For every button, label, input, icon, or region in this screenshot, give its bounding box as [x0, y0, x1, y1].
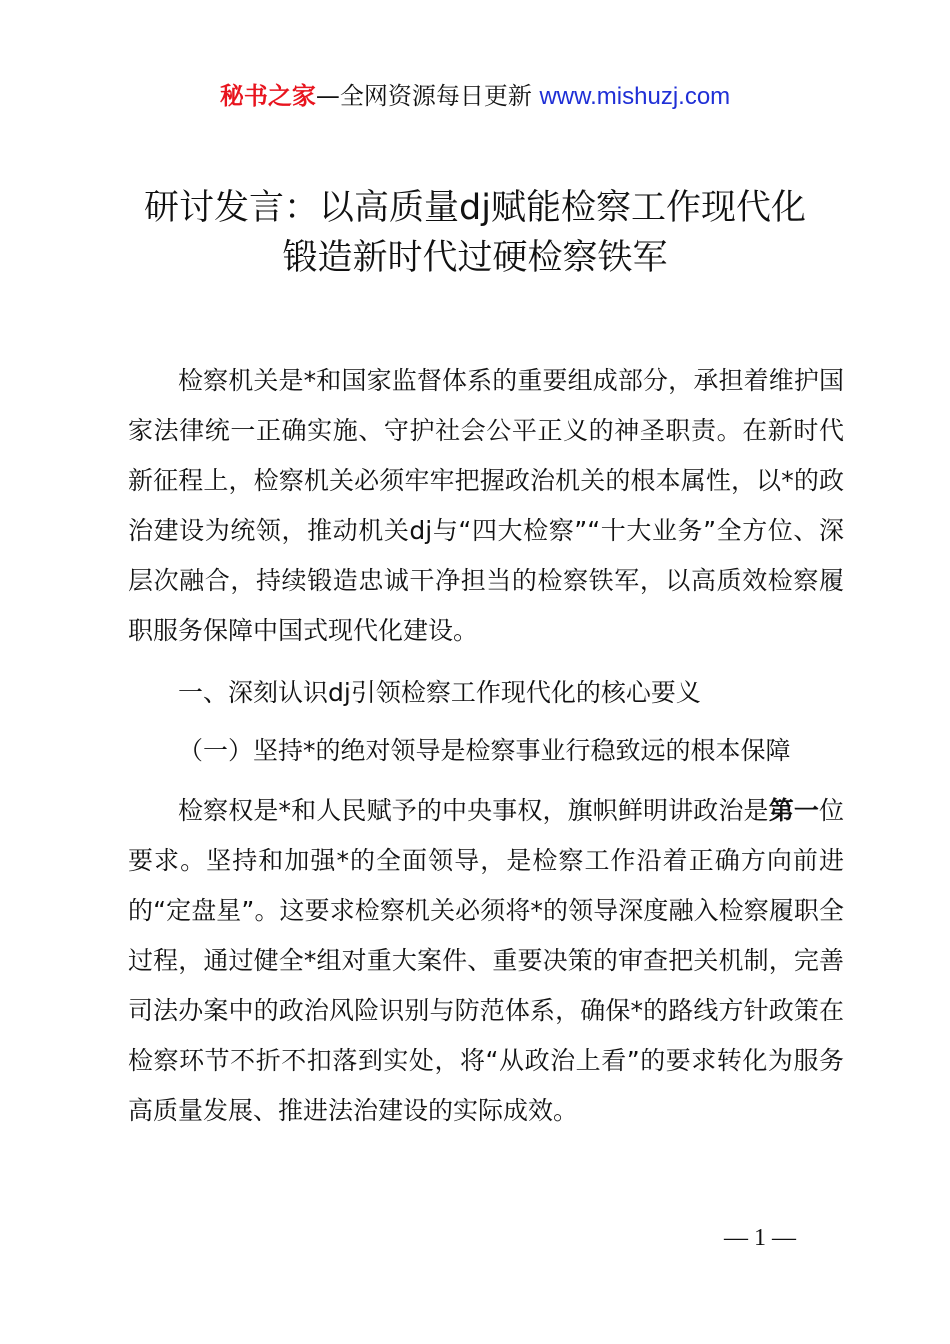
document-body — [128, 356, 844, 1136]
section-heading: 一、深刻认识dj引领检察工作现代化的核心要义 — [178, 678, 701, 707]
page-number: — 1 — — [724, 1225, 796, 1251]
intro-paragraph: 检察机关是*和国家监督体系的重要组成部分，承担着维护国家法律统一正确实施、守护社会公平正义的神圣职责。在新时代新征程上，检察机关必须牢牢把握政治机关的根本属性，以*的政治建设为统领，推动机关dj与“四大检察”“十大业务”全方位、深层次融合，持续锻造忠诚干净担当的检察铁军，以高质效检察履职服务保障中国式现代化建设。 — [128, 366, 844, 645]
document-title-line-1: 研讨发言：以高质量dj赋能检察工作现代化 — [144, 188, 806, 228]
banner-tagline: —全网资源每日更新 — [315, 82, 540, 110]
body-paragraph — [128, 786, 844, 1136]
brand-name: 秘书之家 — [219, 82, 316, 110]
bold-emphasis: 第一 — [768, 796, 819, 825]
paragraph-text-continued: 位要求。坚持和加强*的全面领导，是检察工作沿着正确方向前进的“定盘星”。这要求检察机关必须将*的领导深度融入检察履职全过程，通过健全*组对重大案件、重要决策的审查把关机制，完善司法办案中的政治风险识别与防范体系，确保*的路线方针政策在检察环节不折不扣落到实处，将“从政治上看”的要求转化为服务高质量发展、推进法治建设的实际成效。 — [128, 796, 844, 1125]
site-banner — [0, 80, 950, 113]
paragraph-text: 检察权是*和人民赋予的中央事权，旗帜鲜明讲政治是 — [178, 796, 769, 825]
site-url-link[interactable]: www.mishuzj.com — [539, 83, 731, 110]
document-title-line-2: 锻造新时代过硬检察铁军 — [282, 238, 668, 278]
subsection-heading: （一）坚持*的绝对领导是检察事业行稳致远的根本保障 — [178, 736, 791, 765]
